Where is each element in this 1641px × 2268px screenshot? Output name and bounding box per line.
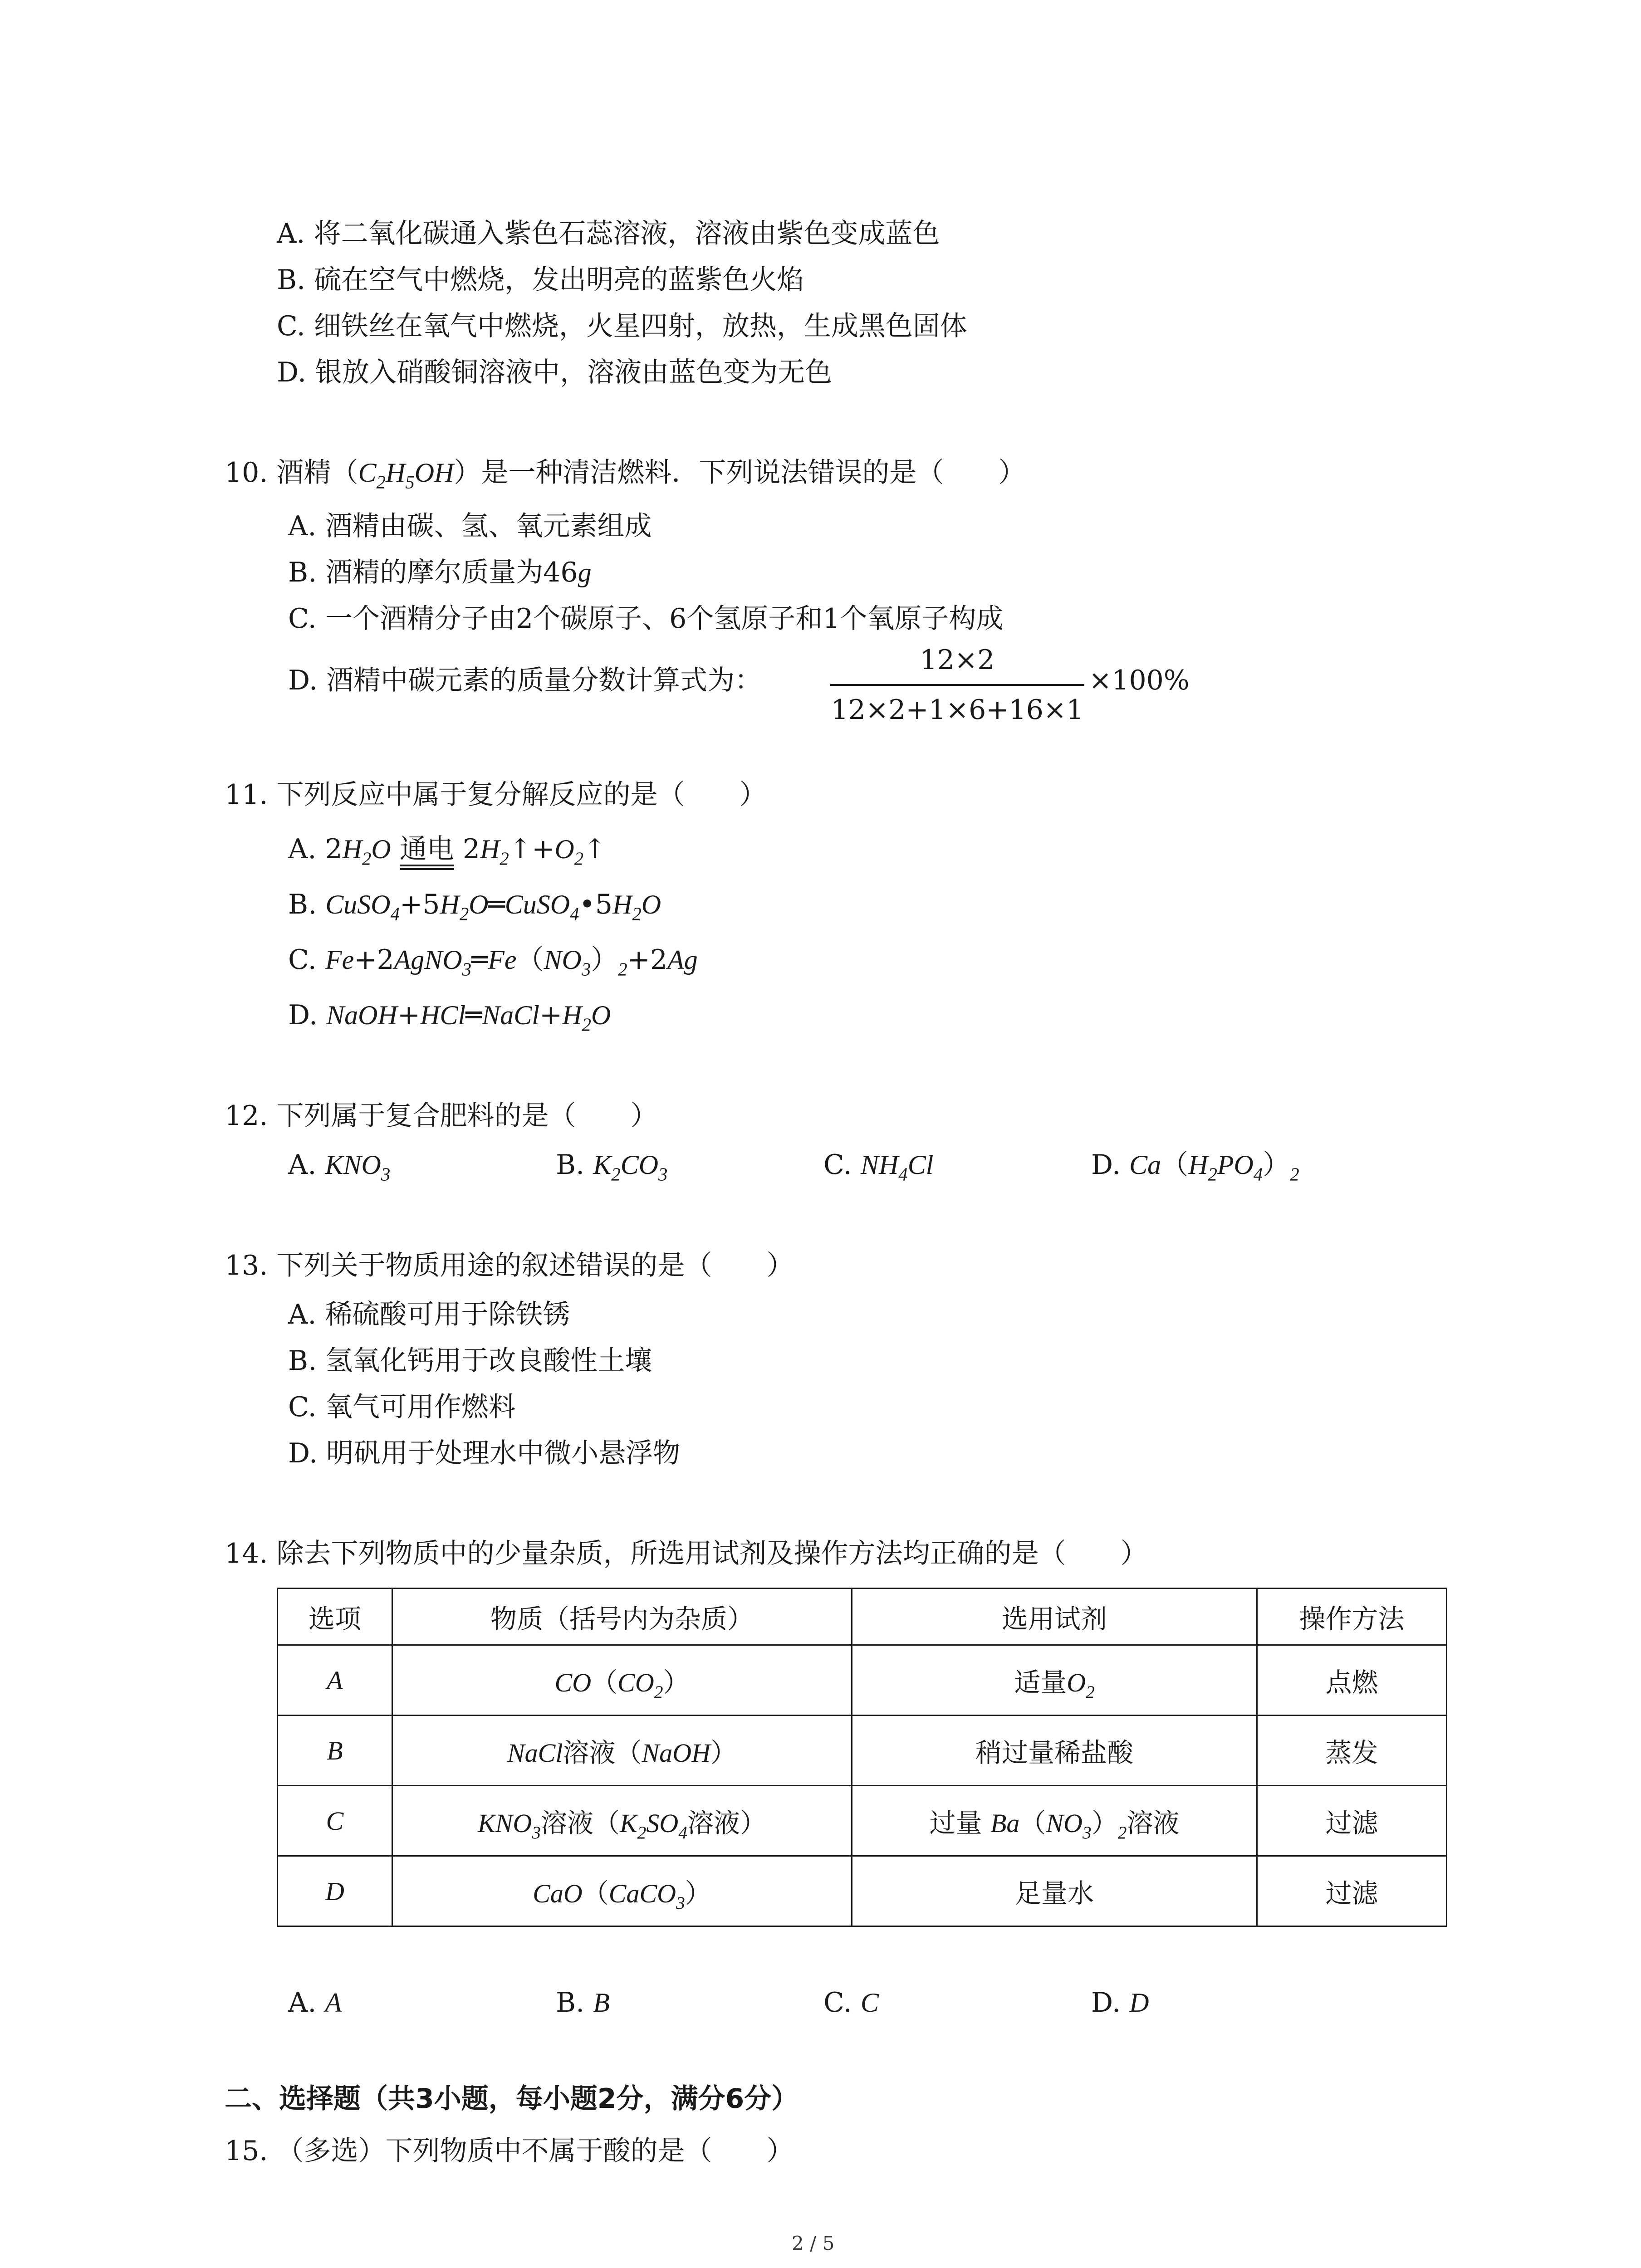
q13-option-b: B. 氢氧化钙用于改良酸性土壤 [288, 1345, 652, 1377]
q12-stem: 12. 下列属于复合肥料的是（ ） [225, 1100, 658, 1132]
q11-option-a: A. $2H_2O$ 通电 $2H_2↑+O_2↑$ [288, 833, 607, 869]
table-cell: NaCl溶液（NaOH） [392, 1716, 852, 1786]
table-header: 操作方法 [1257, 1589, 1447, 1645]
table-row [278, 1856, 1447, 1926]
q11-option-b: B. $CuSO_4+5H_2O═CuSO_4•5H_2O$ [288, 889, 661, 924]
q12-option-a: A. $KNO_3$ [288, 1149, 391, 1185]
q14-stem: 14. 除去下列物质中的少量杂质，所选用试剂及操作方法均正确的是（ ） [225, 1538, 1148, 1569]
table-cell: C [278, 1786, 392, 1856]
q12-option-d: D. $Ca(H_2PO_4)_2$ [1091, 1149, 1299, 1185]
q9-option-c: C. 细铁丝在氧气中燃烧，火星四射，放热，生成黑色固体 [277, 310, 967, 342]
q9-option-d: D. 银放入硝酸铜溶液中，溶液由蓝色变为无色 [277, 357, 833, 388]
table-header-row [278, 1589, 1447, 1645]
table-row [278, 1716, 1447, 1786]
table-cell: B [278, 1716, 392, 1786]
q10-option-a: A. 酒精由碳、氢、氧元素组成 [288, 510, 652, 542]
q10-option-c: C. 一个酒精分子由2个碳原子、6个氢原子和1个氧原子构成 [288, 603, 1004, 635]
table-cell: 足量水 [852, 1856, 1257, 1926]
q11-stem: 11. 下列反应中属于复分解反应的是（ ） [225, 779, 767, 811]
q13-stem: 13. 下列关于物质用途的叙述错误的是（ ） [225, 1250, 794, 1281]
q15-stem: 15. （多选）下列物质中不属于酸的是（ ） [225, 2135, 794, 2167]
q11-option-c: C. $Fe+2AgNO_3═Fe(NO_3)_2+2Ag$ [288, 944, 698, 980]
q11-option-d: D. $NaOH+HCl═NaCl+H_2O$ [288, 999, 611, 1035]
q14-option-b: B. B [556, 1987, 610, 2019]
table-cell: $CO(CO_2)$ [392, 1645, 852, 1716]
table-cell: 稍过量稀盐酸 [852, 1716, 1257, 1786]
table-cell: A [278, 1645, 392, 1716]
table-row [278, 1645, 1447, 1716]
table-cell: CaO（CaCO$_3$） [392, 1856, 852, 1926]
q14-option-a: A. A [288, 1987, 342, 2019]
q13-option-a: A. 稀硫酸可用于除铁锈 [288, 1299, 570, 1330]
section-heading: 二、选择题（共3小题，每小题2分，满分6分） [225, 2083, 799, 2115]
q10-stem: 10. 酒精$(C_2H_5OH)$是一种清洁燃料．下列说法错误的是（ ） [225, 457, 1026, 493]
table-cell: 蒸发 [1257, 1716, 1447, 1786]
table-cell: 点燃 [1257, 1645, 1447, 1716]
q9-option-a: A. 将二氧化碳通入紫色石蕊溶液，溶液由紫色变成蓝色 [277, 218, 940, 249]
table-row [278, 1786, 1447, 1856]
q9-option-b: B. 硫在空气中燃烧，发出明亮的蓝紫色火焰 [277, 264, 804, 296]
q14-option-c: C. C [823, 1987, 879, 2019]
table-cell: $KNO_3$溶液（$K_2SO_4$溶液） [392, 1786, 852, 1856]
table-header: 选用试剂 [852, 1589, 1257, 1645]
table-cell: 过量 $Ba(NO_3)_2$溶液 [852, 1786, 1257, 1856]
table-header: 物质（括号内为杂质） [392, 1589, 852, 1645]
q12-option-c: C. $NH_4Cl$ [823, 1149, 934, 1185]
table-cell: D [278, 1856, 392, 1926]
q10-fraction-tail: ×100% [1089, 665, 1190, 696]
table-cell: 适量$O_2$ [852, 1645, 1257, 1716]
q12-option-b: B. $K_2CO_3$ [556, 1149, 668, 1185]
table-cell: 过滤 [1257, 1786, 1447, 1856]
q14-table [277, 1588, 1447, 1927]
q13-option-c: C. 氧气可用作燃料 [288, 1391, 516, 1423]
q10-option-b: B. 酒精的摩尔质量为46g [288, 557, 592, 588]
table-cell: 过滤 [1257, 1856, 1447, 1926]
q13-option-d: D. 明矾用于处理水中微小悬浮物 [288, 1437, 681, 1469]
q14-option-d: D. D [1091, 1987, 1149, 2019]
page-number: 2 / 5 [792, 2232, 835, 2254]
table-header: 选项 [278, 1589, 392, 1645]
q10-option-d: D. 酒精中碳元素的质量分数计算式为： [288, 665, 762, 696]
q10-fraction: 12×2 12×2+1×6+16×1 [831, 644, 1084, 726]
